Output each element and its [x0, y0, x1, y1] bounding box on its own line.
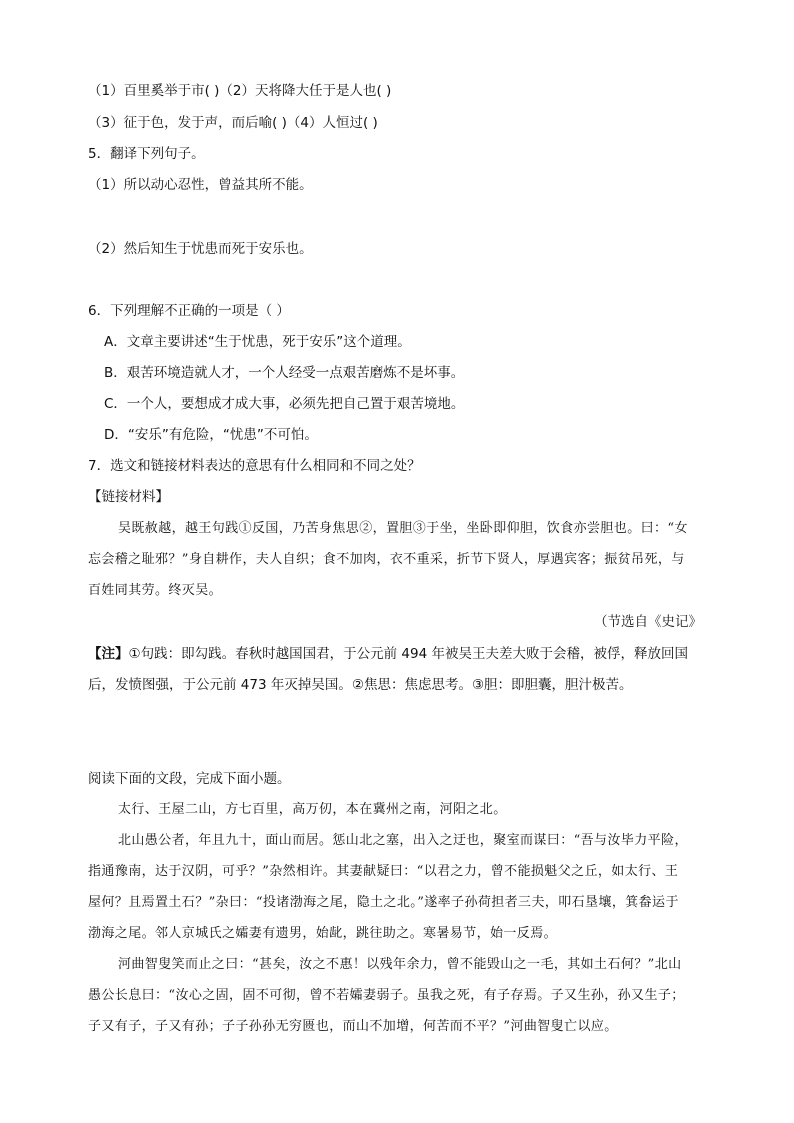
linked-material-heading: 【链接材料】 [88, 489, 169, 505]
reading-paragraph-3-line-1: 河曲智叟笑而止之曰：“甚矣，汝之不惠！以残年余力，曾不能毁山之一毛，其如土石何？”北山 [118, 957, 682, 972]
reading-paragraph-2-line-4: 渤海之尾。邻人京城氏之孀妻有遗男，始龀，跳往助之。寒暑易节，始一反焉。 [88, 926, 558, 941]
reading-intro: 阅读下面的文段，完成下面小题。 [88, 771, 291, 787]
linked-material-line-1: 吴既赦越，越王句践①反国，乃苦身焦思②，置胆③于坐，坐卧即仰胆，饮食亦尝胆也。曰：“女 [118, 521, 688, 536]
linked-material-line-3: 百姓同其劳。终灭吴。 [88, 583, 223, 598]
question-6-option-b: B．艰苦环境造就人才，一个人经受一点艰苦磨炼不是坏事。 [104, 365, 465, 381]
note-line-2: 后，发愤图强，于公元前 473 年灭掉吴国。②焦思：焦虑思考。③胆：即胆囊，胆汁极苦。 [88, 677, 633, 693]
question-5-sentence-2: （2）然后知生于忧患而死于安乐也。 [88, 241, 313, 257]
question-6-option-d: D．“安乐”有危险，“忧患”不可怕。 [104, 427, 318, 443]
reading-paragraph-2-line-2: 指通豫南，达于汉阴，可乎？”杂然相许。其妻献疑曰：“以君之力，曾不能损魁父之丘，如太行、王 [88, 864, 679, 879]
source-citation: （节选自《史记》 [594, 614, 702, 630]
note-text: ①句践：即勾践。春秋时越国国君，于公元前 494 年被吴王夫差大败于会稽，被俘，释放回国 [128, 646, 688, 662]
question-6-stem: 6．下列理解不正确的一项是（ ） [88, 303, 290, 319]
question-7-stem: 7．选文和链接材料表达的意思有什么相同和不同之处？ [88, 458, 421, 474]
reading-paragraph-2-line-1: 北山愚公者，年且九十，面山而居。惩山北之塞，出入之迂也，聚室而谋曰：“吾与汝毕力平险， [118, 833, 688, 848]
question-5-sentence-1: （1）所以动心忍性，曾益其所不能。 [88, 177, 313, 193]
reading-paragraph-3-line-2: 愚公长息曰：“汝心之固，固不可彻，曾不若孀妻弱子。虽我之死，有子存焉。子又生孙，孙又生子； [88, 988, 685, 1003]
reading-paragraph-1: 太行、王屋二山，方七百里，高万仞，本在冀州之南，河阳之北。 [118, 802, 507, 817]
question-5-stem: 5．翻译下列句子。 [88, 146, 205, 162]
linked-material-line-2: 忘会稽之耻邪？”身自耕作，夫人自织；食不加肉，衣不重采，折节下贤人，厚遇宾客；振贫吊死，与 [88, 552, 685, 567]
reading-paragraph-2-line-3: 屋何？且焉置土石？”杂曰：“投诸渤海之尾，隐土之北。”遂率子孙荷担者三夫，叩石垦壤，箕畚运于 [88, 895, 679, 910]
question-4-line-1: （1）百里奚举于市( )（2）天将降大任于是人也( ) [88, 83, 392, 99]
question-6-option-a: A．文章主要讲述“生于忧患，死于安乐”这个道理。 [104, 334, 411, 350]
note-label: 【注】 [88, 646, 129, 662]
note-line-1 [88, 645, 710, 663]
question-4-line-2: （3）征于色，发于声，而后喻( )（4）人恒过( ) [88, 115, 378, 131]
question-6-option-c: C．一个人，要想成才成大事，必须先把自己置于艰苦境地。 [104, 396, 465, 412]
reading-paragraph-3-line-3: 子又有子，子又有孙；子子孙孙无穷匮也，而山不加增，何苦而不平？”河曲智叟亡以应。 [88, 1019, 618, 1034]
